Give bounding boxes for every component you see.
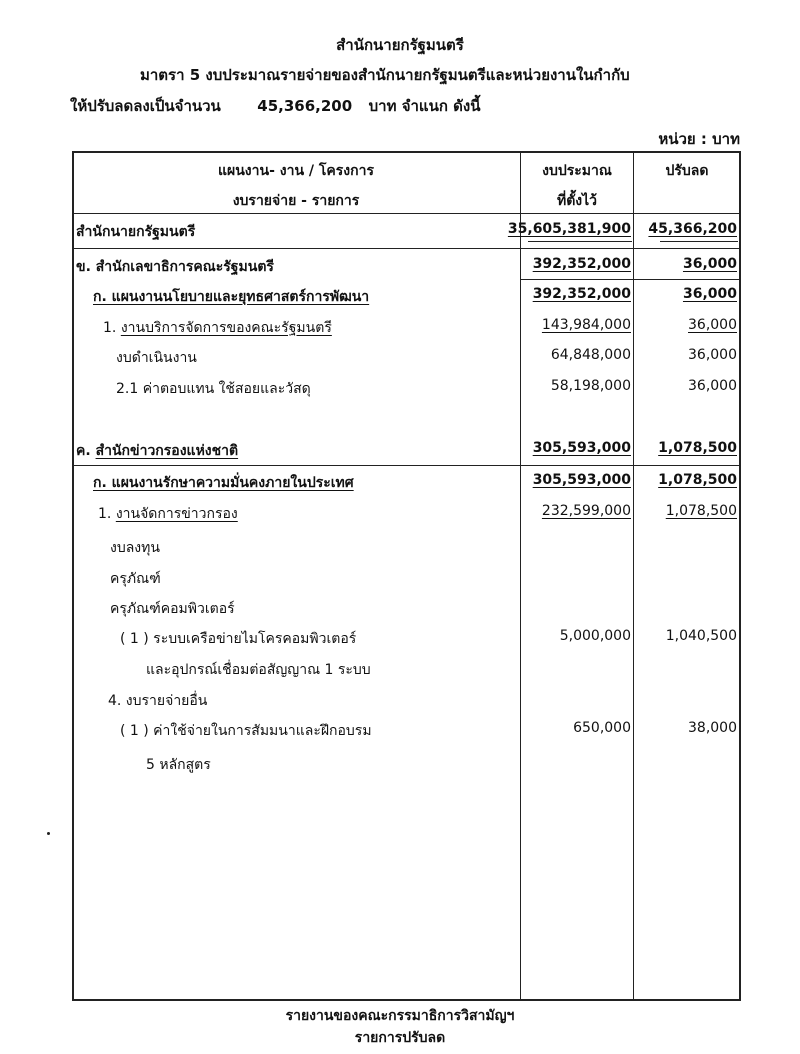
row-label: ครุภัณฑ์คอมพิวเตอร์ (110, 601, 235, 617)
row-budget: 143,984,000 (541, 317, 631, 333)
row-cut: 36,000 (688, 317, 737, 333)
reduction-suffix: บาท จำแนก ดังนี้ (368, 97, 481, 115)
row-label: งบดำเนินงาน (116, 350, 197, 366)
reduction-prefix: ให้ปรับลดลงเป็นจำนวน (70, 97, 221, 115)
row-cut: 1,040,500 (665, 628, 737, 644)
row-cut: 38,000 (688, 720, 737, 736)
row-label-prefix: 1. (103, 320, 121, 336)
row-label (103, 317, 332, 339)
double-underline (660, 241, 738, 242)
row-budget: 650,000 (573, 720, 631, 736)
row-label-text: งานจัดการข่าวกรอง (115, 506, 238, 522)
row-label (93, 286, 369, 308)
row-label: และอุปกรณ์เชื่อมต่อสัญญาณ 1 ระบบ (146, 662, 371, 678)
col-budget-header-line1: งบประมาณ (542, 163, 612, 179)
row-budget: 5,000,000 (559, 628, 631, 644)
row-cut: 36,000 (688, 378, 737, 394)
row-label-text: สำนักข่าวกรองแห่งชาติ (95, 443, 239, 459)
row-cut: 1,078,500 (658, 472, 737, 488)
row-cut: 1,078,500 (658, 440, 737, 456)
row-label: ครุภัณฑ์ (110, 571, 161, 587)
col-cut-header: ปรับลด (665, 163, 709, 179)
row-label: ( 1 ) ระบบเครือข่ายไมโครคอมพิวเตอร์ (120, 631, 357, 647)
row-cut: 36,000 (688, 347, 737, 363)
row-budget: 305,593,000 (532, 472, 631, 488)
row-label (98, 503, 238, 525)
row-divider-3 (72, 465, 741, 466)
row-label-text: ก. แผนงานนโยบายและยุทธศาสตร์การพัฒนา (93, 289, 370, 305)
row-label-text: งานบริการจัดการของคณะรัฐมนตรี (120, 320, 332, 336)
row-divider-2 (520, 279, 741, 280)
col-budget-header-line2: ที่ตั้งไว้ (556, 193, 598, 209)
row-cut: 1,078,500 (665, 503, 737, 519)
footer-subtitle: รายการปรับลด (354, 1030, 446, 1046)
row-label: 4. งบรายจ่ายอื่น (108, 693, 208, 709)
reduction-amount: 45,366,200 (257, 97, 353, 115)
row-label: งบลงทุน (110, 540, 160, 556)
row-label-prefix: ค. (76, 443, 96, 459)
row-cut: 45,366,200 (648, 221, 737, 237)
unit-label: หน่วย : บาท (658, 130, 740, 148)
row-label-text: ก. แผนงานรักษาความมั่นคงภายในประเทศ (93, 475, 354, 491)
row-cut: 36,000 (682, 286, 737, 302)
col-plan-header-line1: แผนงาน- งาน / โครงการ (218, 163, 374, 179)
table-border-top (72, 151, 741, 153)
section-heading: มาตรา 5 งบประมาณรายจ่ายของสำนักนายกรัฐมนตรีและหน่วยงานในกำกับ (140, 66, 630, 84)
reduction-statement (70, 94, 480, 118)
row-label (76, 440, 238, 462)
col-plan-header-line2: งบรายจ่าย - รายการ (232, 193, 360, 209)
scan-speck (47, 832, 50, 835)
row-label-prefix: 1. (98, 506, 116, 522)
row-budget: 58,198,000 (550, 378, 631, 394)
row-label: ข. สำนักเลขาธิการคณะรัฐมนตรี (76, 259, 274, 275)
row-budget: 232,599,000 (541, 503, 631, 519)
row-label: ( 1 ) ค่าใช้จ่ายในการสัมมนาและฝึกอบรม (120, 723, 372, 739)
row-divider-1 (72, 248, 741, 249)
row-cut: 36,000 (682, 256, 737, 272)
row-budget: 392,352,000 (532, 256, 631, 272)
row-budget: 305,593,000 (532, 440, 631, 456)
footer-report-title: รายงานของคณะกรรมาธิการวิสามัญฯ (285, 1008, 515, 1024)
header-divider (72, 213, 741, 214)
row-label: 5 หลักสูตร (146, 757, 211, 773)
row-label (93, 472, 354, 494)
table-border-bottom (72, 999, 741, 1001)
document-title: สำนักนายกรัฐมนตรี (336, 36, 464, 54)
table-border-left (72, 151, 74, 1001)
row-budget: 392,352,000 (532, 286, 631, 302)
row-budget: 35,605,381,900 (507, 221, 631, 237)
row-label: 2.1 ค่าตอบแทน ใช้สอยและวัสดุ (116, 381, 311, 397)
row-label: สำนักนายกรัฐมนตรี (76, 224, 196, 240)
double-underline (528, 241, 632, 242)
row-budget: 64,848,000 (550, 347, 631, 363)
